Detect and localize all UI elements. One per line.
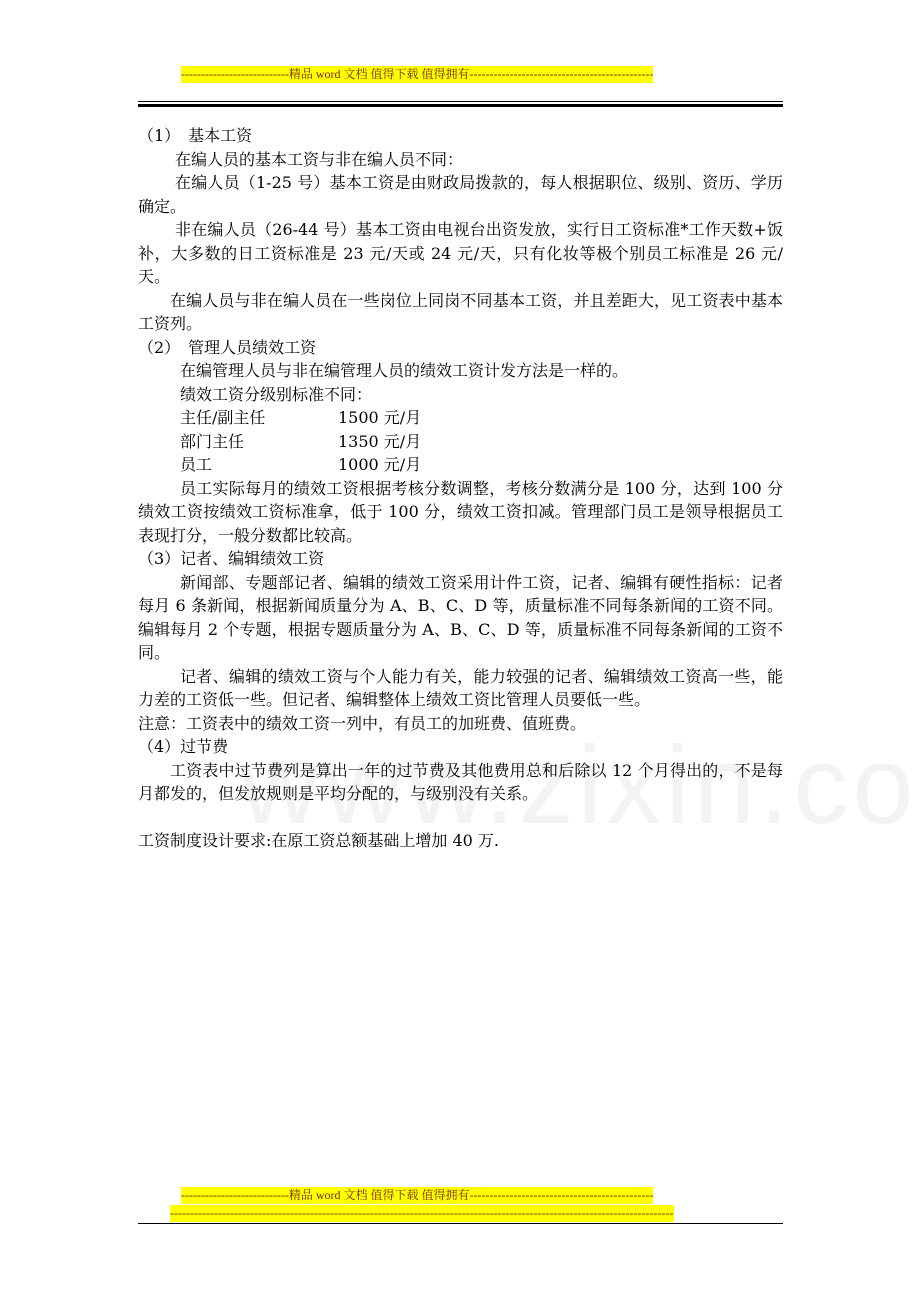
- footer-dash-line: ------------------------------------------------------------------------------------------------------------------------------: [170, 1206, 674, 1220]
- table-cell-amount: 1500 元/月: [338, 408, 422, 427]
- table-cell-role: 员工: [180, 455, 213, 474]
- section-1-heading: （1） 基本工资: [138, 126, 253, 145]
- paragraph: 工资表中过节费列是算出一年的过节费及其他费用总和后除以 12 个月得出的，不是每月都发的，但发放规则是平均分配的，与级别没有关系。: [138, 760, 783, 803]
- table-row: [180, 453, 783, 477]
- section-3-heading: （3）记者、编辑绩效工资: [138, 549, 325, 568]
- paragraph: 员工实际每月的绩效工资根据考核分数调整，考核分数满分是 100 分，达到 100 分绩效工资按绩效工资标准拿，低于 100 分，绩效工资扣减。管理部门员工是领导根据员工表现打分，一般分数都比较高。: [138, 478, 783, 545]
- paragraph: 在编人员（1-25 号）基本工资是由财政局拨款的，每人根据职位、级别、资历、学历确定。: [138, 173, 783, 216]
- requirement: 工资制度设计要求:在原工资总额基础上增加 40 万.: [138, 831, 500, 850]
- note: 注意：工资表中的绩效工资一列中，有员工的加班费、值班费。: [138, 713, 587, 733]
- header-banner: ---------------------------精品 word 文档 值得下载 值得拥有----------------------------------------------: [181, 67, 654, 81]
- table-cell-role: 主任/副主任: [180, 408, 266, 427]
- header-rule-thin: [138, 101, 783, 102]
- paragraph: 新闻部、专题部记者、编辑的绩效工资采用计件工资，记者、编辑有硬性指标：记者每月 6 条新闻，根据新闻质量分为 A、B、C、D 等，质量标准不同每条新闻的工资不同。编辑每月 2 个专题，根据专题质量分为 A、B、C、D 等，质量标准不同每条新闻的工资不同。: [138, 572, 783, 662]
- paragraph: 绩效工资分级别标准不同：: [180, 384, 373, 404]
- paragraph: 非在编人员（26-44 号）基本工资由电视台出资发放，实行日工资标准*工作天数+饭补，大多数的日工资标准是 23 元/天或 24 元/天，只有化妆等极个别员工标准是 26 元/天。: [138, 220, 783, 286]
- footer-banner: ---------------------------精品 word 文档 值得下载 值得拥有----------------------------------------------: [181, 1188, 654, 1202]
- table-row: [180, 430, 783, 454]
- footer-rule: [138, 1223, 783, 1224]
- performance-pay-table: [138, 406, 783, 477]
- section-2-heading: （2） 管理人员绩效工资: [138, 337, 317, 357]
- table-row: [180, 406, 783, 430]
- paragraph: 在编管理人员与非在编管理人员的绩效工资计发方法是一样的。: [180, 361, 629, 380]
- section-4-heading: （4）过节费: [138, 737, 229, 756]
- table-cell-amount: 1350 元/月: [338, 431, 422, 451]
- paragraph: 在编人员与非在编人员在一些岗位上同岗不同基本工资，并且差距大，见工资表中基本工资列。: [138, 290, 783, 333]
- table-cell-role: 部门主任: [180, 431, 245, 451]
- paragraph: 在编人员的基本工资与非在编人员不同：: [175, 149, 464, 169]
- table-cell-amount: 1000 元/月: [338, 455, 422, 474]
- document-body: [138, 124, 783, 853]
- header-rule-thick: [138, 104, 783, 107]
- paragraph: 记者、编辑的绩效工资与个人能力有关，能力较强的记者、编辑绩效工资高一些，能力差的工资低一些。但记者、编辑整体上绩效工资比管理人员要低一些。: [138, 666, 783, 709]
